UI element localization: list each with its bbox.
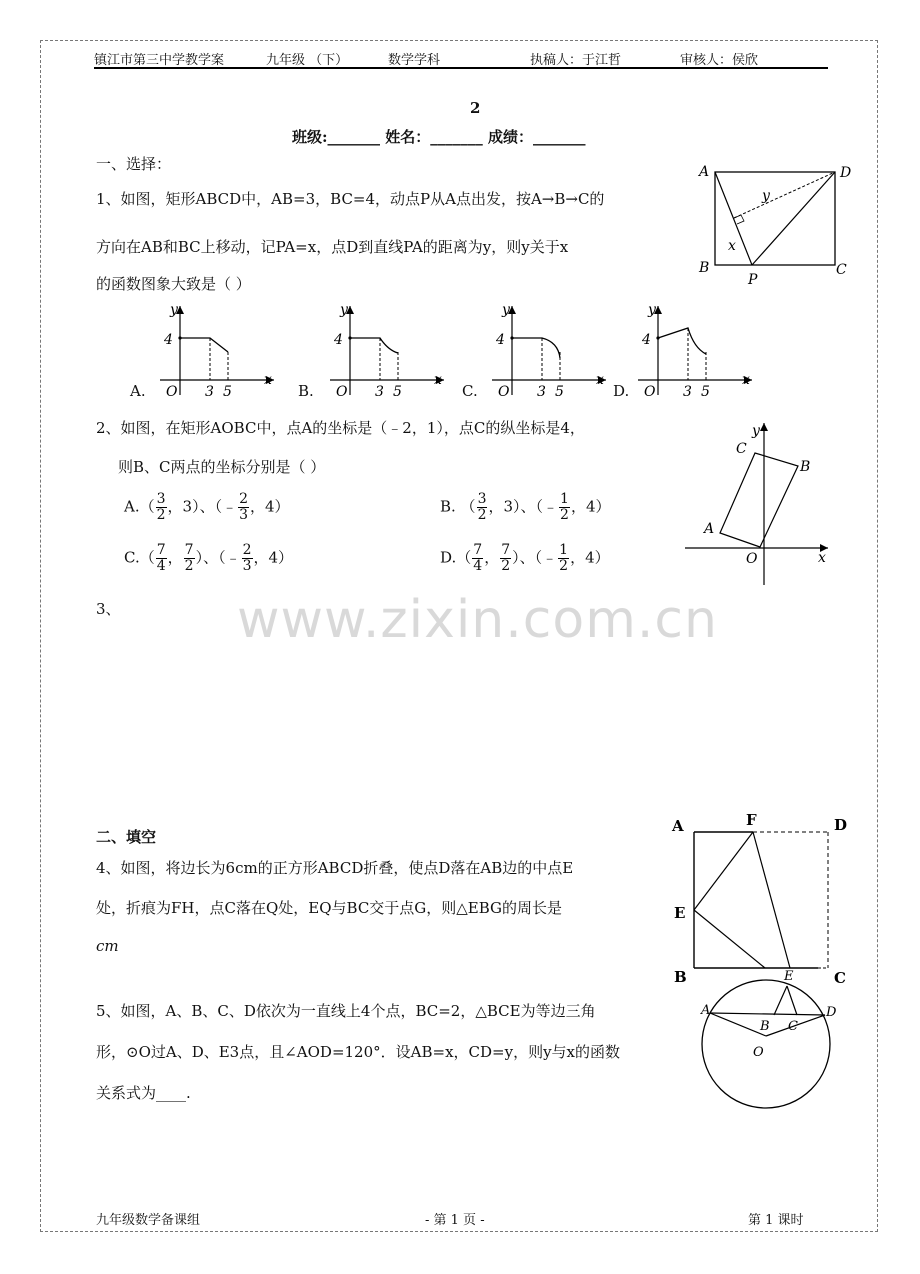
q1-graph-d — [630, 300, 760, 400]
q2-fig-label-x: x — [818, 550, 826, 566]
graph-label-3: 3 — [375, 384, 384, 400]
q5-line1: 5、如图，A、B、C、D依次为一直线上4个点，BC=2，△BCE为等边三角 — [96, 1002, 596, 1020]
q1-line2: 方向在AB和BC上移动，记PA=x，点D到直线PA的距离为y，则y关于x — [96, 238, 569, 256]
q5-fig-label-b: B — [760, 1019, 770, 1034]
q2-fig-label-c: C — [736, 441, 747, 457]
q4-fig-label-b: B — [674, 968, 687, 986]
page-title: 2 — [470, 99, 481, 117]
header-subject: 数学学科 — [388, 53, 441, 68]
q1-fig-label-a: A — [699, 164, 710, 180]
q4-fig-label-c: C — [834, 969, 846, 987]
q4-fig-label-d: D — [834, 816, 848, 834]
q1-fig-label-c: C — [836, 262, 847, 278]
graph-label-y: y — [170, 302, 178, 318]
q1-option-a[interactable]: A. — [130, 382, 146, 400]
watermark: www.zixin.com.cn — [237, 590, 718, 650]
graph-label-x: x — [742, 372, 750, 388]
q2-option-d[interactable]: D.（ $\frac{7}{4}$ ， $\frac{7}{2}$ ）、（﹣ $\frac{1}{2}$ ，4） — [440, 542, 610, 574]
q2-option-a[interactable]: A.（ $\frac{3}{2}$ ，3）、（﹣ $\frac{2}{3}$ ，4） — [124, 491, 290, 523]
footer-left: 九年级数学备课组 — [96, 1213, 201, 1228]
graph-label-origin: O — [644, 384, 656, 400]
graph-label-y: y — [648, 302, 656, 318]
q2-figure — [680, 415, 840, 590]
q3-label: 3、 — [96, 600, 121, 618]
q5-fig-label-c: C — [788, 1019, 798, 1034]
q1-line1: 1、如图，矩形ABCD中，AB=3，BC=4，动点P从A点出发，按A→B→C的 — [96, 190, 605, 208]
q2-fig-label-b: B — [800, 459, 811, 475]
graph-label-4: 4 — [642, 332, 651, 348]
graph-label-3: 3 — [537, 384, 546, 400]
q2-fig-label-a: A — [704, 521, 715, 537]
q1-graph-b — [322, 300, 452, 400]
q4-fig-label-a: A — [672, 817, 684, 835]
graph-label-3: 3 — [205, 384, 214, 400]
q5-line2: 形，⊙O过A、D、E3点，且∠AOD=120°．设AB=x，CD=y，则y与x的函数 — [96, 1043, 621, 1061]
q4-line2: 处，折痕为FH，点C落在Q处，EQ与BC交于点G，则△EBG的周长是 — [96, 899, 563, 917]
q1-option-d[interactable]: D. — [613, 382, 630, 400]
q4-fig-label-e: E — [674, 904, 686, 922]
q2-option-b[interactable]: B. （ $\frac{3}{2}$ ，3）、（﹣ $\frac{1}{2}$ ，4） — [440, 491, 611, 523]
q1-graph-a — [152, 300, 282, 400]
q4-fig-label-f: F — [746, 811, 757, 829]
graph-label-x: x — [596, 372, 604, 388]
graph-label-3: 3 — [683, 384, 692, 400]
header-reviewer: 审核人：侯欣 — [680, 53, 759, 68]
q1-fig-label-p: P — [748, 272, 758, 288]
info-line: 班级:_______ 姓名：_______ 成绩：_______ — [292, 128, 586, 146]
header-rule — [94, 67, 828, 69]
section-choice: 一、选择： — [96, 155, 172, 173]
graph-label-5: 5 — [393, 384, 402, 400]
footer-page-number: - 第 1 页 - — [425, 1213, 485, 1228]
graph-label-origin: O — [498, 384, 510, 400]
q5-fig-label-d: D — [826, 1005, 837, 1020]
q2-option-c[interactable]: C.（ $\frac{7}{4}$ ， $\frac{7}{2}$ ）、（﹣ $\frac{2}{3}$ ，4） — [124, 542, 294, 574]
graph-label-x: x — [264, 372, 272, 388]
graph-label-y: y — [502, 302, 510, 318]
q1-fig-label-d: D — [840, 165, 852, 181]
header-author: 执稿人：于江哲 — [530, 53, 622, 68]
q1-fig-label-x: x — [728, 238, 736, 254]
q1-figure — [690, 160, 870, 290]
graph-label-4: 4 — [334, 332, 343, 348]
q1-graph-c — [484, 300, 614, 400]
q2-line1: 2、如图，在矩形AOBC中，点A的坐标是（﹣2，1），点C的纵坐标是4， — [96, 419, 585, 437]
q5-line3: 关系式为____. — [96, 1084, 191, 1102]
header-grade: 九年级 （下） — [266, 53, 349, 68]
graph-label-origin: O — [166, 384, 178, 400]
q1-line3: 的函数图象大致是（ ） — [96, 275, 251, 293]
graph-label-x: x — [434, 372, 442, 388]
graph-label-y: y — [340, 302, 348, 318]
q1-option-b[interactable]: B. — [298, 382, 314, 400]
q1-fig-label-y: y — [762, 188, 770, 204]
q2-fig-label-o: O — [746, 551, 758, 567]
q5-figure — [696, 960, 846, 1115]
graph-label-origin: O — [336, 384, 348, 400]
section-fill: 二、填空 — [96, 828, 157, 846]
q4-line3: cm — [96, 937, 119, 955]
q2-fig-label-y: y — [752, 423, 760, 439]
q1-option-c[interactable]: C. — [462, 382, 478, 400]
q5-fig-label-e: E — [784, 969, 794, 984]
q2-line2: 则B、C两点的坐标分别是（ ） — [118, 458, 326, 476]
header-school: 镇江市第三中学教学案 — [94, 53, 225, 68]
graph-label-4: 4 — [164, 332, 173, 348]
q5-fig-label-a: A — [701, 1003, 711, 1018]
graph-label-5: 5 — [223, 384, 232, 400]
graph-label-5: 5 — [701, 384, 710, 400]
footer-right: 第 1 课时 — [748, 1213, 804, 1228]
q4-line1: 4、如图，将边长为6cm的正方形ABCD折叠，使点D落在AB边的中点E — [96, 859, 574, 877]
q5-fig-label-o: O — [753, 1045, 764, 1060]
graph-label-4: 4 — [496, 332, 505, 348]
graph-label-5: 5 — [555, 384, 564, 400]
q1-fig-label-b: B — [699, 260, 710, 276]
